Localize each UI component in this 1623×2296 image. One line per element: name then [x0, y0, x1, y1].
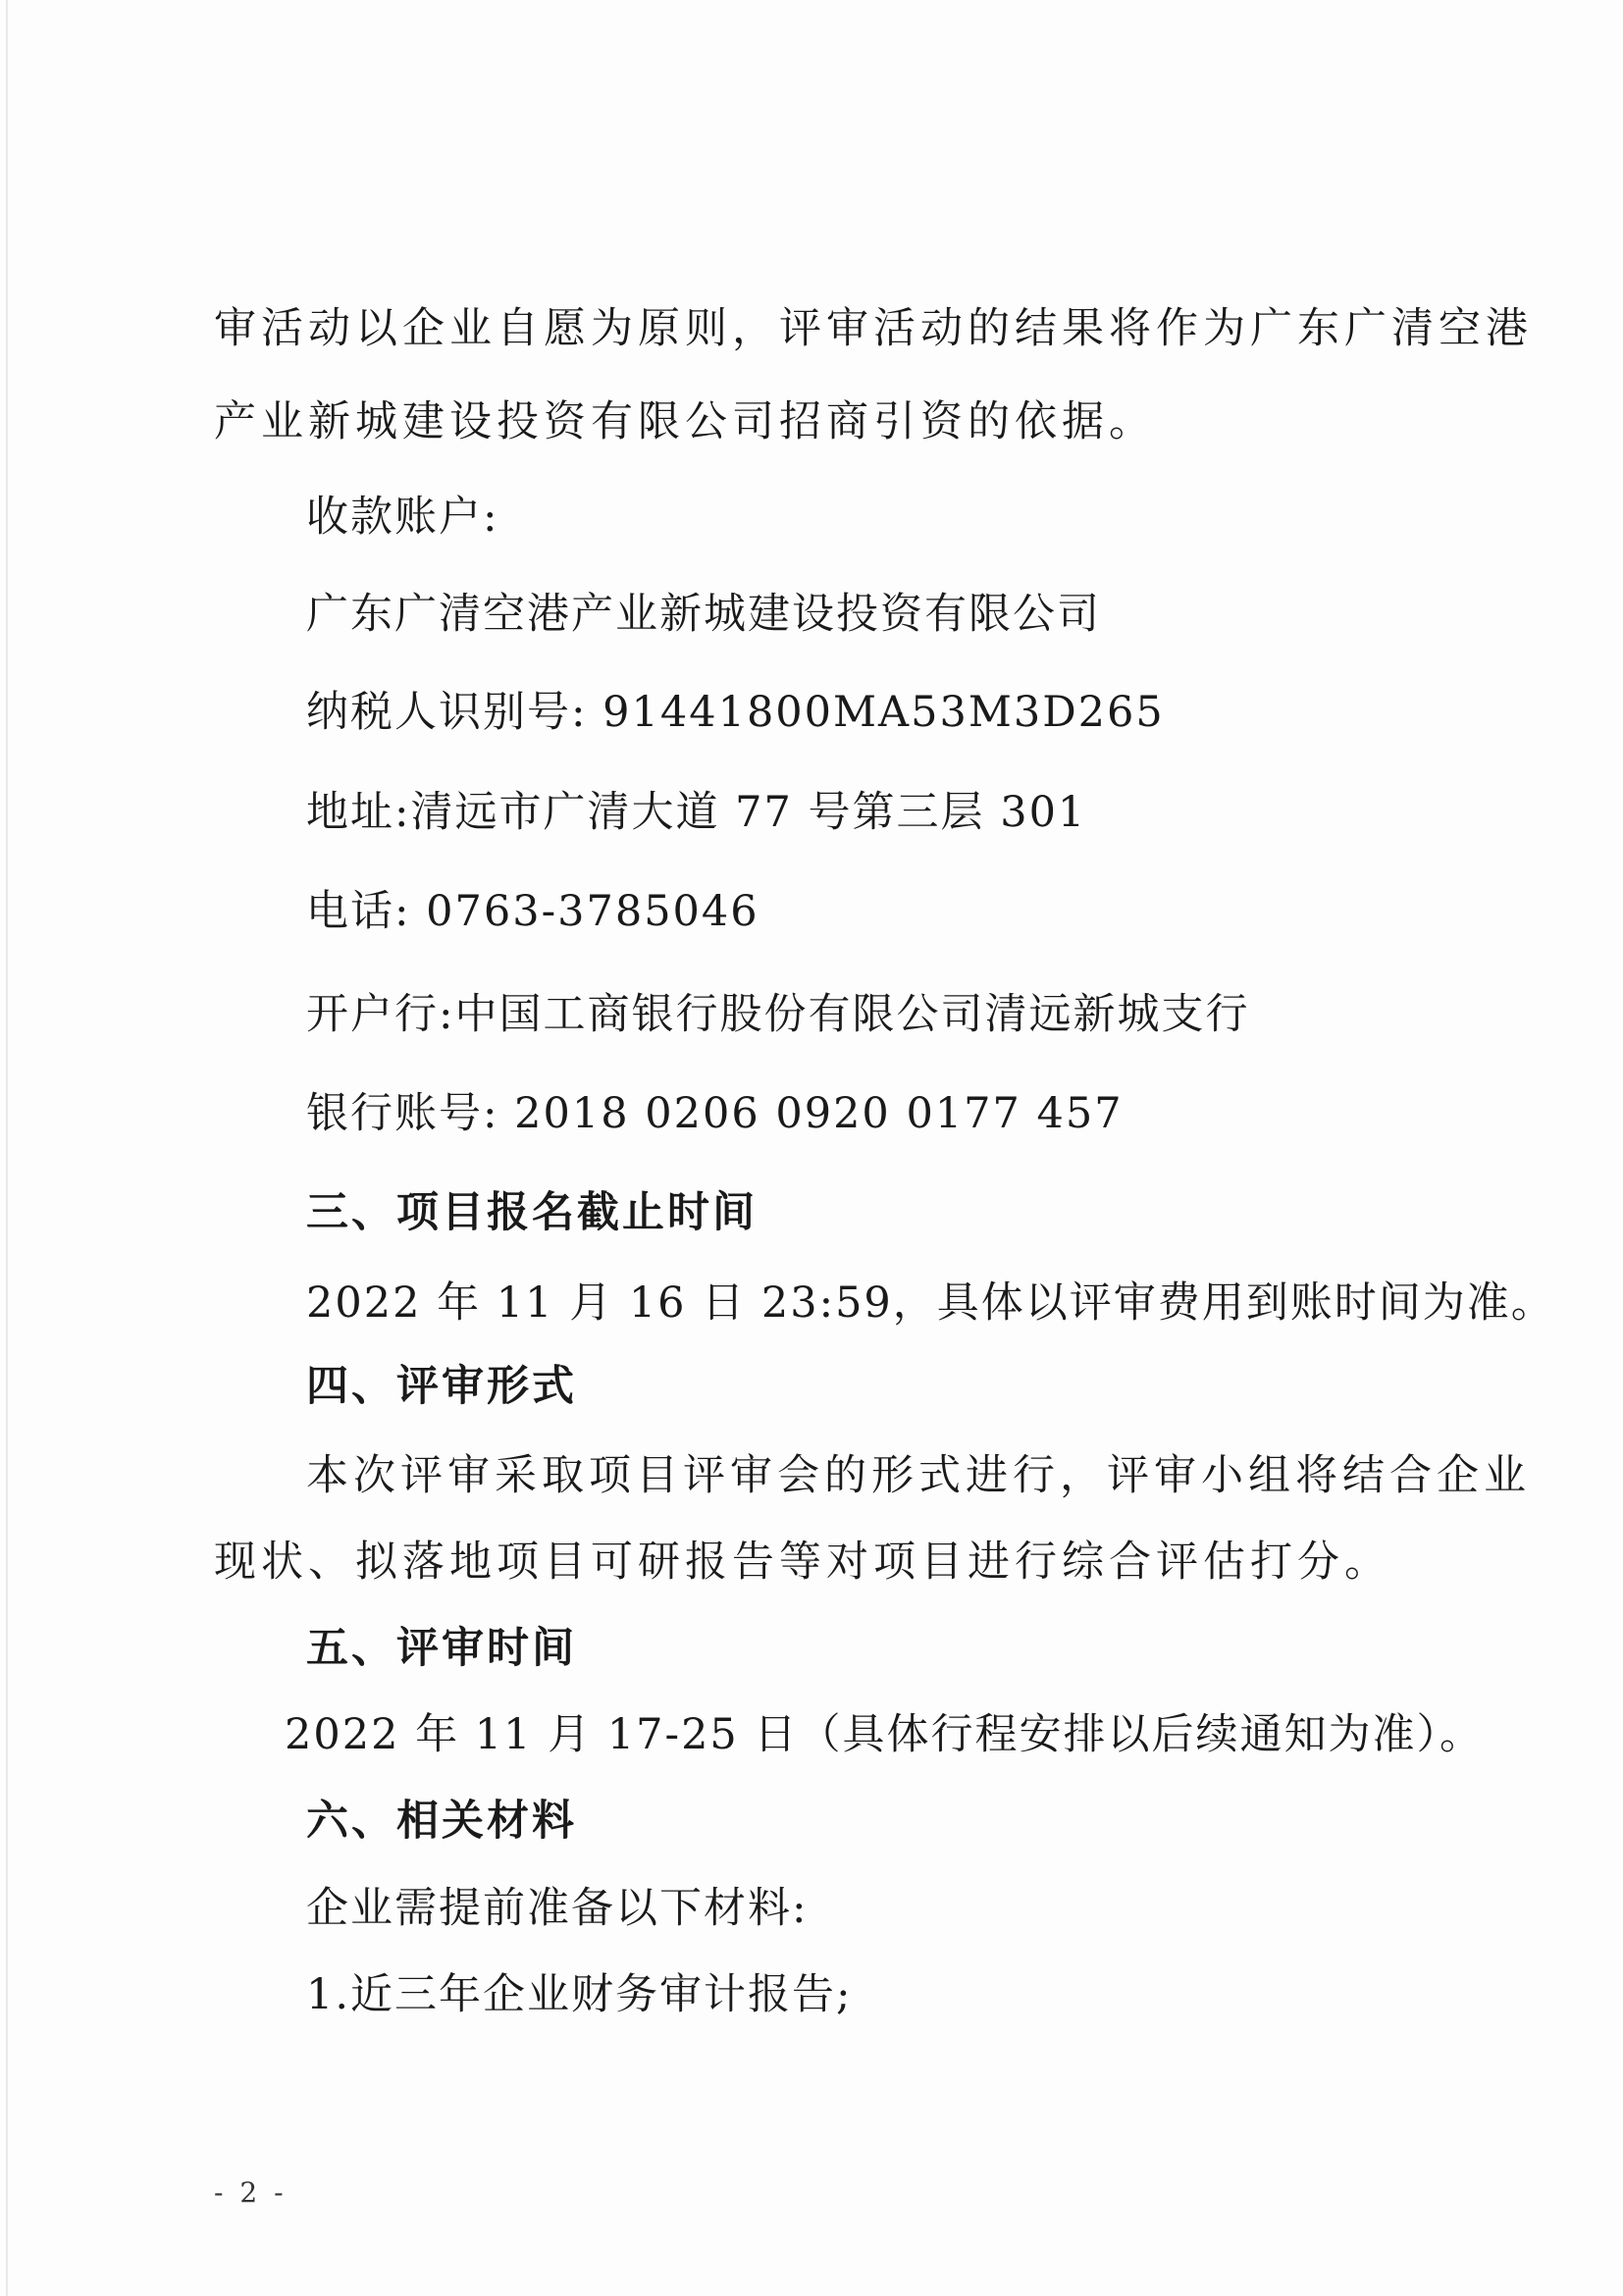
account-company: 广东广清空港产业新城建设投资有限公司: [306, 590, 1101, 639]
account-label: 收款账户:: [306, 493, 499, 542]
section-6-intro: 企业需提前准备以下材料:: [306, 1884, 809, 1933]
section-3-body: 2022 年 11 月 16 日 23:59，具体以评审费用到账时间为准。: [306, 1278, 1555, 1328]
scan-edge: [6, 0, 8, 2296]
account-bank: 开户行:中国工商银行股份有限公司清远新城支行: [306, 990, 1250, 1039]
intro-paragraph-line-1: 审活动以企业自愿为原则，评审活动的结果将作为广东广清空港: [214, 304, 1533, 353]
account-phone: 电话: 0763-3785046: [306, 887, 759, 936]
section-5-heading: 五、评审时间: [306, 1624, 577, 1673]
account-number: 银行账号: 2018 0206 0920 0177 457: [306, 1089, 1124, 1138]
section-4-heading: 四、评审形式: [306, 1362, 577, 1411]
section-6-item-1: 1.近三年企业财务审计报告;: [306, 1970, 853, 2019]
section-4-body-line-1: 本次评审采取项目评审会的形式进行，评审小组将结合企业: [306, 1451, 1531, 1500]
section-3-heading: 三、项目报名截止时间: [306, 1188, 758, 1237]
section-4-body-line-2: 现状、拟落地项目可研报告等对项目进行综合评估打分。: [214, 1538, 1391, 1587]
account-tax-id: 纳税人识别号: 91441800MA53M3D265: [306, 688, 1165, 737]
section-6-heading: 六、相关材料: [306, 1797, 577, 1846]
account-address: 地址:清远市广清大道 77 号第三层 301: [306, 788, 1087, 837]
intro-paragraph-line-2: 产业新城建设投资有限公司招商引资的依据。: [214, 397, 1156, 446]
section-5-body: 2022 年 11 月 17-25 日（具体行程安排以后续通知为准）。: [285, 1710, 1484, 1759]
page-number: - 2 -: [214, 2176, 288, 2209]
